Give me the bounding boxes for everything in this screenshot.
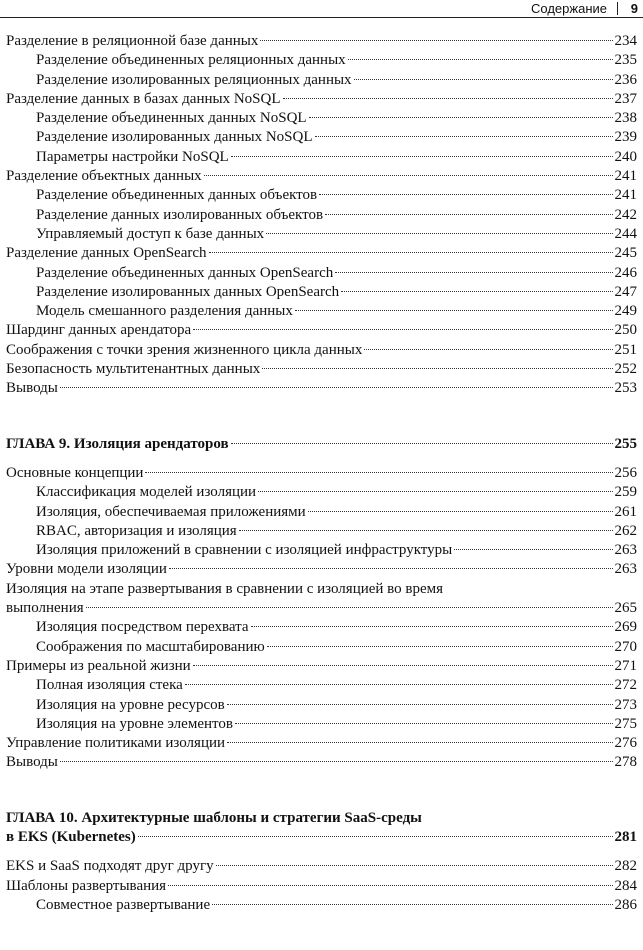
header-rule	[0, 17, 643, 18]
leader-dots	[86, 607, 613, 608]
toc-entry[interactable]	[6, 32, 637, 51]
toc-entry-label: Параметры настройки NoSQL	[36, 148, 229, 165]
leader-dots	[266, 233, 612, 234]
toc-entry-label: Управление политиками изоляции	[6, 735, 226, 752]
leader-dots	[231, 443, 613, 444]
toc-entry-page: 275	[614, 715, 637, 732]
wrap-entry-line1[interactable]: Изоляция на этапе развертывания в сравнении с изоляцией во время	[6, 580, 444, 597]
leader-dots	[60, 761, 613, 762]
toc-entry-label: Разделение данных изолированных объектов	[36, 206, 324, 223]
toc-entry[interactable]	[6, 264, 637, 283]
toc-entry-page: 246	[614, 264, 637, 281]
leader-dots	[138, 836, 613, 837]
toc-entry-page: 250	[614, 322, 637, 339]
leader-dots	[364, 349, 612, 350]
leader-dots	[168, 885, 612, 886]
toc-entry[interactable]	[6, 244, 637, 263]
toc-entry-label: Модель смешанного разделения данных	[36, 303, 293, 320]
toc-entry-label: Разделение объединенных данных NoSQL	[36, 110, 307, 127]
toc-entry[interactable]	[6, 464, 637, 483]
leader-dots	[204, 175, 613, 176]
leader-dots	[354, 79, 613, 80]
toc-entry-page: 269	[614, 619, 637, 636]
chapter-9-entry[interactable]	[6, 435, 637, 454]
toc-entry[interactable]	[6, 696, 637, 715]
leader-dots	[283, 98, 613, 99]
toc-entry-label: Изоляция, обеспечиваемая приложениями	[36, 503, 306, 520]
toc-entry-page: 252	[614, 361, 637, 378]
toc-entry-label: Разделение изолированных реляционных данных	[36, 71, 352, 88]
toc-entry[interactable]	[6, 51, 637, 70]
toc-entry-page: 236	[614, 71, 637, 88]
toc-entry[interactable]	[6, 896, 637, 915]
toc-entry-page: 241	[614, 187, 637, 204]
toc-entry-label: Разделение объединенных данных OpenSearch	[36, 264, 334, 281]
toc-entry-page: 239	[614, 129, 637, 146]
toc-entry-label: Разделение изолированных данных OpenSearch	[36, 283, 340, 300]
running-header	[0, 0, 643, 20]
toc-entry[interactable]	[6, 657, 637, 676]
leader-dots	[185, 684, 613, 685]
leader-dots	[239, 530, 613, 531]
toc-entry[interactable]	[6, 360, 637, 379]
toc-entry[interactable]	[6, 225, 637, 244]
leader-dots	[454, 549, 612, 550]
leader-dots	[319, 194, 612, 195]
toc-entry-label: Изоляция посредством перехвата	[36, 619, 249, 636]
toc-entry[interactable]	[6, 522, 637, 541]
chapter-10-title-line2: в EKS (Kubernetes)	[6, 828, 136, 845]
toc-entry-label: Разделение объединенных данных объектов	[36, 187, 318, 204]
toc-entry-label: Выводы	[6, 380, 58, 397]
toc-entry-label: EKS и SaaS подходят друг другу	[6, 858, 214, 875]
chapter-9-page: 255	[614, 435, 637, 452]
leader-dots	[315, 136, 613, 137]
leader-dots	[169, 568, 613, 569]
leader-dots	[262, 368, 612, 369]
leader-dots	[227, 742, 612, 743]
toc-entry-page: 244	[614, 225, 637, 242]
toc-section-chapter9-b	[6, 618, 637, 772]
toc-entry[interactable]	[6, 186, 637, 205]
toc-entry-label: Разделение изолированных данных NoSQL	[36, 129, 313, 146]
toc-entry[interactable]	[6, 857, 637, 876]
leader-dots	[258, 491, 612, 492]
toc-entry[interactable]	[6, 541, 637, 560]
header-separator	[617, 2, 618, 15]
leader-dots	[193, 665, 613, 666]
toc-entry-label: Выводы	[6, 754, 58, 771]
leader-dots	[209, 252, 613, 253]
toc-entry-page: 238	[614, 110, 637, 127]
toc-entry[interactable]	[6, 877, 637, 896]
toc-entry-page: 271	[614, 657, 637, 674]
toc-entry-label: Разделение в реляционной базе данных	[6, 33, 259, 49]
toc-entry-page: 278	[614, 754, 637, 771]
toc-entry-page: 284	[614, 877, 637, 894]
toc-entry-label: Управляемый доступ к базе данных	[36, 225, 265, 242]
header-title: Содержание	[531, 1, 607, 16]
toc-entry-label: Шаблоны развертывания	[6, 877, 167, 894]
toc-entry-page: 273	[614, 696, 637, 713]
leader-dots	[212, 904, 612, 905]
toc-entry[interactable]	[6, 167, 637, 186]
toc-entry[interactable]	[6, 90, 637, 109]
toc-entry-page: 261	[614, 503, 637, 520]
toc-entry-label: Разделение объектных данных	[6, 168, 202, 185]
toc-entry-label: Шардинг данных арендатора	[6, 322, 192, 339]
toc-entry-page: 270	[614, 638, 637, 655]
leader-dots	[227, 704, 613, 705]
leader-dots	[193, 329, 612, 330]
leader-dots	[348, 59, 613, 60]
leader-dots	[251, 626, 613, 627]
toc-entry-page: 263	[614, 542, 637, 559]
toc-entry-page: 251	[614, 341, 637, 358]
toc-entry[interactable]	[6, 503, 637, 522]
toc-section-chapter10	[6, 857, 637, 915]
toc-entry[interactable]	[6, 715, 637, 734]
toc-entry-page: 237	[614, 90, 637, 107]
leader-dots	[260, 40, 612, 41]
toc-entry-page: 241	[614, 168, 637, 185]
chapter-10-entry[interactable]	[6, 828, 637, 847]
toc-entry-label: Примеры из реальной жизни	[6, 657, 191, 674]
toc-entry[interactable]	[6, 341, 637, 360]
toc-entry-page: 286	[614, 896, 637, 913]
wrap-entry-page: 265	[614, 600, 637, 617]
toc-entry-page: 256	[614, 464, 637, 481]
toc-entry[interactable]	[6, 109, 637, 128]
toc-section-chapter9-a	[6, 464, 637, 580]
toc-entry-page: 240	[614, 148, 637, 165]
toc-entry[interactable]	[6, 753, 637, 772]
toc-entry-page: 245	[614, 245, 637, 262]
toc-entry-label: Полная изоляция стека	[36, 677, 183, 694]
toc-entry-page: 276	[614, 735, 637, 752]
leader-dots	[145, 472, 612, 473]
toc-entry-page: 263	[614, 561, 637, 578]
leader-dots	[60, 387, 613, 388]
chapter-10-title-line1[interactable]: ГЛАВА 10. Архитектурные шаблоны и стратегии SaaS-среды	[6, 809, 422, 826]
toc-section-chapter8-tail	[6, 32, 637, 399]
toc-entry-label: Изоляция на уровне ресурсов	[36, 696, 225, 713]
leader-dots	[341, 291, 612, 292]
toc-entry-label: Совместное развертывание	[36, 896, 211, 913]
toc-entry-label: Безопасность мультитенантных данных	[6, 361, 261, 378]
toc-entry[interactable]	[6, 321, 637, 340]
toc-entry[interactable]	[6, 148, 637, 167]
leader-dots	[325, 214, 612, 215]
toc-entry[interactable]	[6, 618, 637, 637]
toc-entry[interactable]	[6, 560, 637, 579]
leader-dots	[308, 511, 613, 512]
toc-entry-page: 235	[614, 52, 637, 69]
toc-entry-page: 242	[614, 206, 637, 223]
toc-entry-page: 259	[614, 484, 637, 501]
chapter-10-page: 281	[614, 828, 637, 845]
toc-entry[interactable]	[6, 206, 637, 225]
toc-entry-page: 282	[614, 858, 637, 875]
toc-entry[interactable]	[6, 71, 637, 90]
toc-entry[interactable]	[6, 483, 637, 502]
toc-entry-page: 272	[614, 677, 637, 694]
wrap-entry-label: выполнения	[6, 600, 84, 617]
toc-entry[interactable]	[6, 379, 637, 398]
toc-entry-label: Разделение объединенных реляционных данных	[36, 52, 346, 69]
toc-entry-label: Соображения с точки зрения жизненного цикла данных	[6, 341, 363, 358]
leader-dots	[335, 272, 612, 273]
toc-entry-label: Изоляция на уровне элементов	[36, 715, 233, 732]
toc-entry-page: 262	[614, 522, 637, 539]
toc-entry-page: 253	[614, 380, 637, 397]
toc-entry[interactable]	[6, 638, 637, 657]
toc-entry-label: RBAC, авторизация и изоляция	[36, 522, 237, 539]
toc-entry-label: Изоляция приложений в сравнении с изоляцией инфраструктуры	[36, 542, 453, 559]
toc-entry-label: Классификация моделей изоляции	[36, 484, 257, 501]
toc-entry[interactable]	[6, 283, 637, 302]
leader-dots	[295, 310, 613, 311]
toc-entry-label: Уровни модели изоляции	[6, 561, 167, 578]
header-page-number: 9	[630, 1, 638, 16]
toc-entry[interactable]	[6, 128, 637, 147]
toc-entry[interactable]	[6, 734, 637, 753]
leader-dots	[216, 865, 613, 866]
leader-dots	[267, 646, 613, 647]
toc-entry-label: Разделение данных в базах данных NoSQL	[6, 90, 281, 107]
toc-entry-label: Основные концепции	[6, 464, 144, 481]
wrap-entry-line2[interactable]	[6, 599, 637, 618]
chapter-9-title: ГЛАВА 9. Изоляция арендаторов	[6, 435, 229, 452]
leader-dots	[231, 156, 613, 157]
toc-entry-label: Разделение данных OpenSearch	[6, 245, 207, 262]
toc-entry[interactable]	[6, 302, 637, 321]
leader-dots	[235, 723, 613, 724]
leader-dots	[309, 117, 613, 118]
toc-entry-label: Соображения по масштабированию	[36, 638, 265, 655]
table-of-contents	[6, 32, 637, 915]
toc-entry-page: 247	[614, 283, 637, 300]
toc-entry-page: 234	[614, 33, 637, 49]
toc-entry[interactable]	[6, 676, 637, 695]
toc-entry-page: 249	[614, 303, 637, 320]
